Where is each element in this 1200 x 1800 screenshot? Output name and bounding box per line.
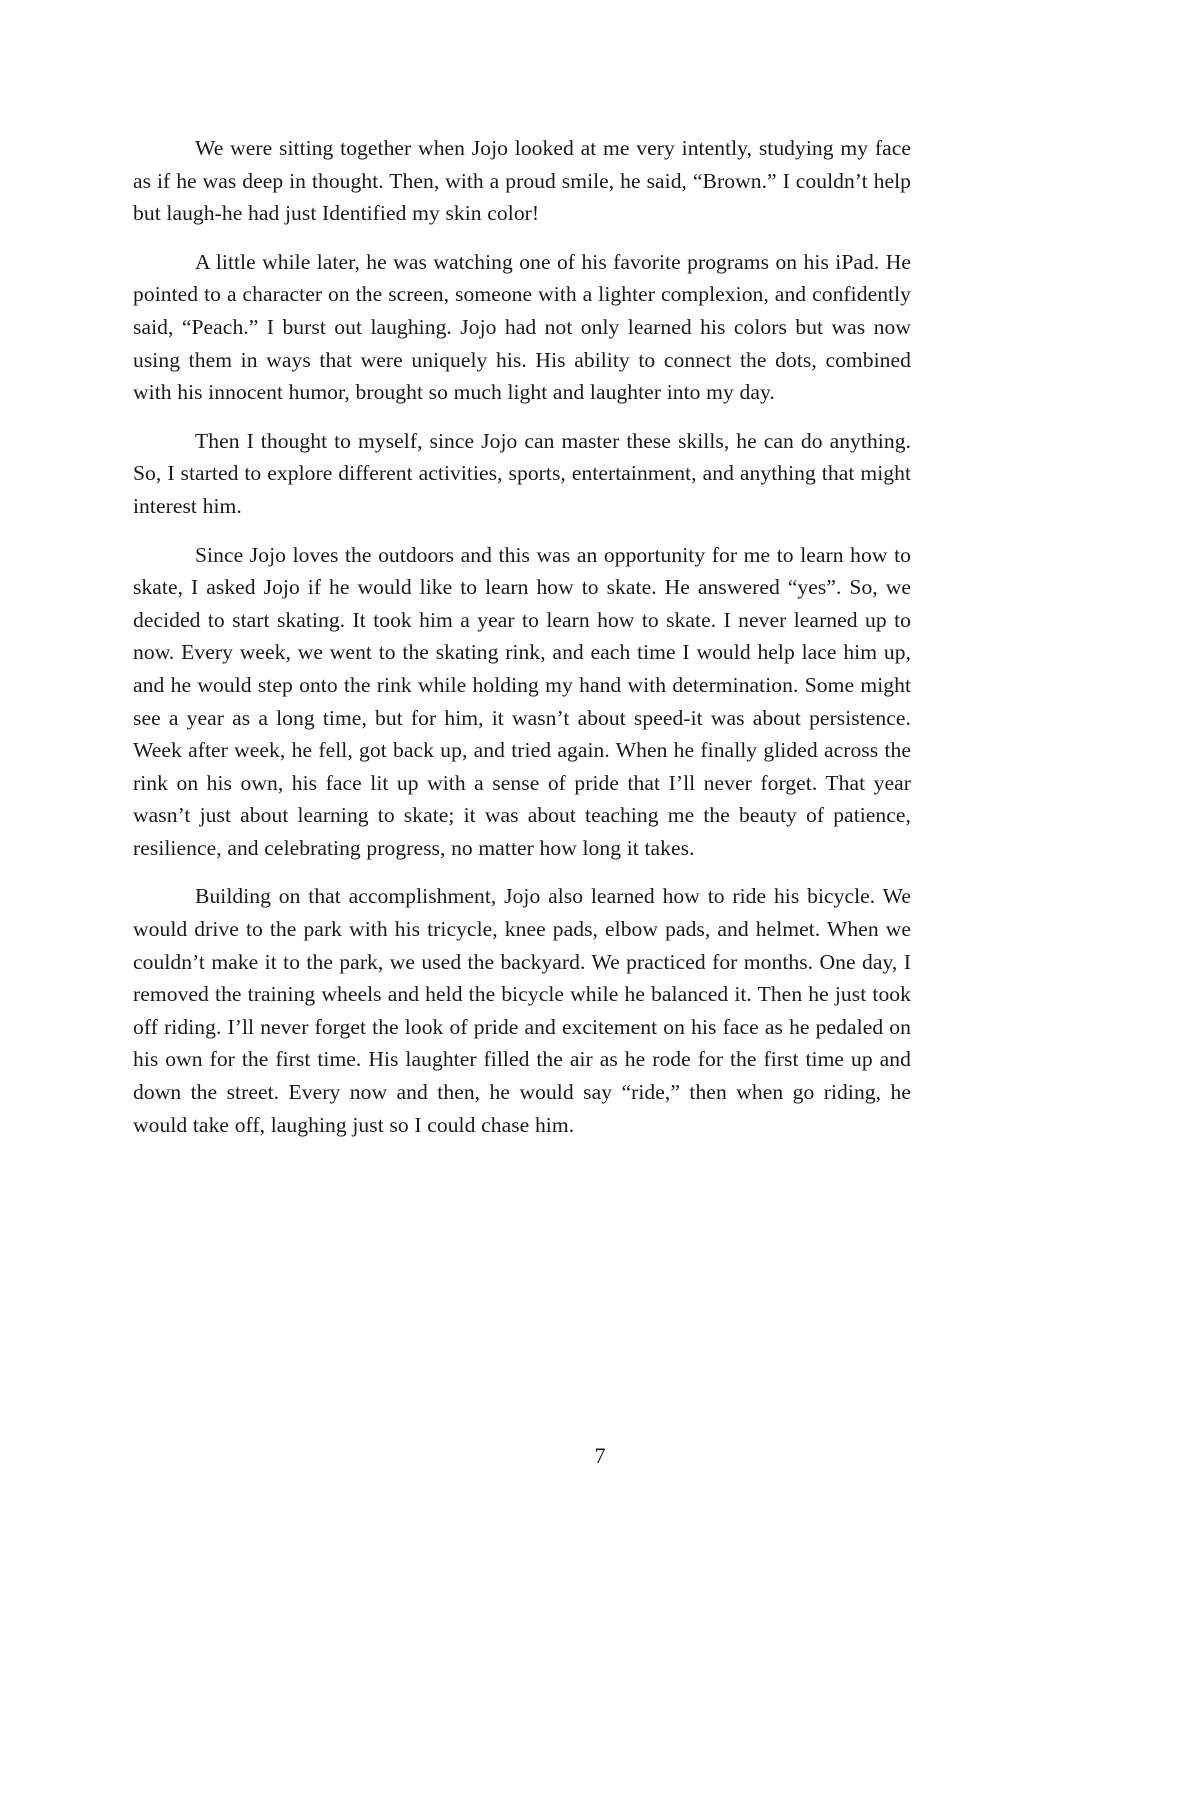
body-paragraph-5: Building on that accomplishment, Jojo also learned how to ride his bicycle. We would drive to the park with his tricycle, knee pads, elbow pads, and helmet. When we couldn’t make it to the park, we used the backyard. We practiced for months. One day, I removed the training wheels and held the bicycle while he balanced it. Then he just took off riding. I’ll never forget the look of pride and excitement on his face as he pedaled on his own for the first time. His laughter filled the air as he rode for the first time up and down the street. Every now and then, he would say “ride,” then when go riding, he would take off, laughing just so I could chase him. — [133, 884, 911, 1137]
page-number: 7 — [594, 1443, 606, 1468]
body-paragraph-1: We were sitting together when Jojo looked at me very intently, studying my face as if he was deep in thought. Then, with a proud smile, he said, “Brown.” I couldn’t help but laugh-he had just Identified my skin color! — [133, 136, 911, 226]
body-paragraph-3: Then I thought to myself, since Jojo can master these skills, he can do anything. So, I started to explore different activities, sports, entertainment, and anything that might interest him. — [133, 428, 911, 518]
body-paragraph-2: A little while later, he was watching one of his favorite programs on his iPad. He pointed to a character on the screen, someone with a lighter complexion, and confidently said, “Peach.” I burst out laughing. Jojo had not only learned his colors but was now using them in ways that were uniquely his. His ability to connect the dots, combined with his innocent humor, brought so much light and laughter into my day. — [133, 249, 911, 405]
body-text-block — [133, 132, 911, 1142]
body-paragraph-4: Since Jojo loves the outdoors and this was an opportunity for me to learn how to skate, I asked Jojo if he would like to learn how to skate. He answered “yes”. So, we decided to start skating. It took him a year to learn how to skate. I never learned up to now. Every week, we went to the skating rink, and each time I would help lace him up, and he would step onto the rink while holding my hand with determination. Some might see a year as a long time, but for him, it wasn’t about speed-it was about persistence. Week after week, he fell, got back up, and tried again. When he finally glided across the rink on his own, his face lit up with a sense of pride that I’ll never forget. That year wasn’t just about learning to skate; it was about teaching me the beauty of patience, resilience, and celebrating progress, no matter how long it takes. — [133, 542, 911, 860]
